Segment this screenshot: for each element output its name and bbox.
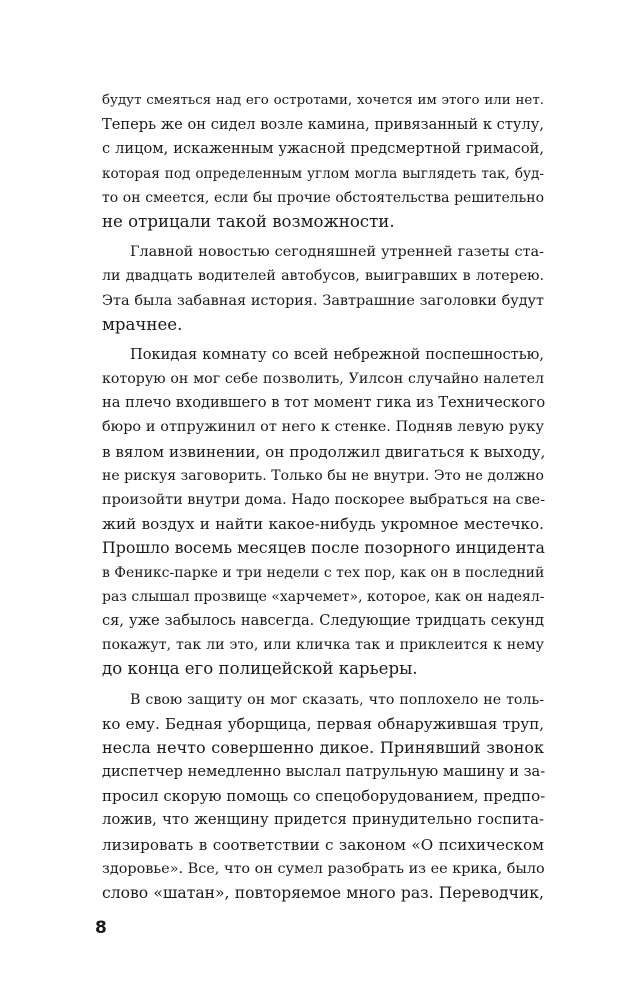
text-line: слово «шатан», повторяемое много раз. Переводчик, — [102, 884, 544, 902]
text-line: в Феникс-парке и три недели с тех пор, как он в последний — [102, 564, 545, 581]
text-line: лизировать в соответствии с законом «О психическом — [102, 835, 544, 854]
text-line: мрачнее. — [102, 314, 183, 334]
text-line: на плечо входившего в тот момент гика из Технического — [102, 394, 546, 412]
text-line: диспетчер немедленно выслал патрульную машину и за- — [102, 763, 546, 781]
text-line: ли двадцать водителей автобусов, выигравших в лотерею. — [102, 268, 544, 285]
text-line: будут смеяться над его остротами, хочется им этого или нет. — [102, 93, 544, 108]
paragraph-2 — [102, 240, 544, 337]
text-line: до конца его полицейской карьеры. — [102, 659, 418, 679]
text-line: раз слышал прозвище «харчемет», которое, как он надеял- — [102, 588, 545, 605]
text-line: Покидая комнату со всей небрежной поспешностью, — [130, 345, 544, 363]
text-line: здоровье». Все, что он сумел разобрать из ее крика, было — [102, 860, 545, 877]
text-line: несла нечто совершенно дикое. Принявший звонок — [102, 737, 544, 757]
text-line: просил скорую помощь со спецоборудованием, предпо- — [102, 787, 546, 806]
text-line: в вялом извинении, он продолжил двигаться к выходу, — [102, 442, 546, 461]
text-line: которая под определенным углом могла выглядеть так, буд- — [102, 165, 544, 182]
body-text — [102, 89, 544, 905]
text-line: Прошло восемь месяцев после позорного инцидента — [102, 538, 545, 558]
text-line: Главной новостью сегодняшней утренней газеты ста- — [130, 244, 544, 261]
text-line: В свою защиту он мог сказать, что поплохело не толь- — [130, 691, 544, 708]
text-line: ся, уже забылось навсегда. Следующие тридцать секунд — [102, 611, 544, 629]
text-line: жий воздух и найти какое-нибудь укромное местечко. — [102, 515, 544, 534]
text-line: не рискуя заговорить. Только бы не внутри. Это не должно — [102, 467, 544, 484]
text-line: произойти внутри дома. Надо поскорее выбраться на све- — [102, 492, 546, 508]
text-line: ложив, что женщину придется принудительно госпита- — [102, 811, 544, 829]
text-line: то он смеется, если бы прочие обстоятельства решительно — [102, 189, 544, 206]
text-line: которую он мог себе позволить, Уилсон случайно налетел — [102, 371, 544, 388]
paragraph-4 — [102, 688, 544, 906]
text-line: с лицом, искаженным ужасной предсмертной гримасой, — [102, 140, 544, 158]
paragraph-3 — [102, 343, 544, 682]
text-line: не отрицали такой возможности. — [102, 211, 395, 231]
text-line: бюро и отпружинил от него к стенке. Подняв левую руку — [102, 419, 544, 436]
text-line: Эта была забавная история. Завтрашние заголовки будут — [102, 292, 544, 309]
paragraph-1 — [102, 89, 544, 234]
text-line: покажут, так ли это, или кличка так и приклеится к нему — [102, 637, 544, 654]
page-number: 8 — [95, 918, 107, 938]
text-line: ко ему. Бедная уборщица, первая обнаружившая труп, — [102, 714, 544, 733]
text-line: Теперь же он сидел возле камина, привязанный к стулу, — [102, 116, 544, 134]
